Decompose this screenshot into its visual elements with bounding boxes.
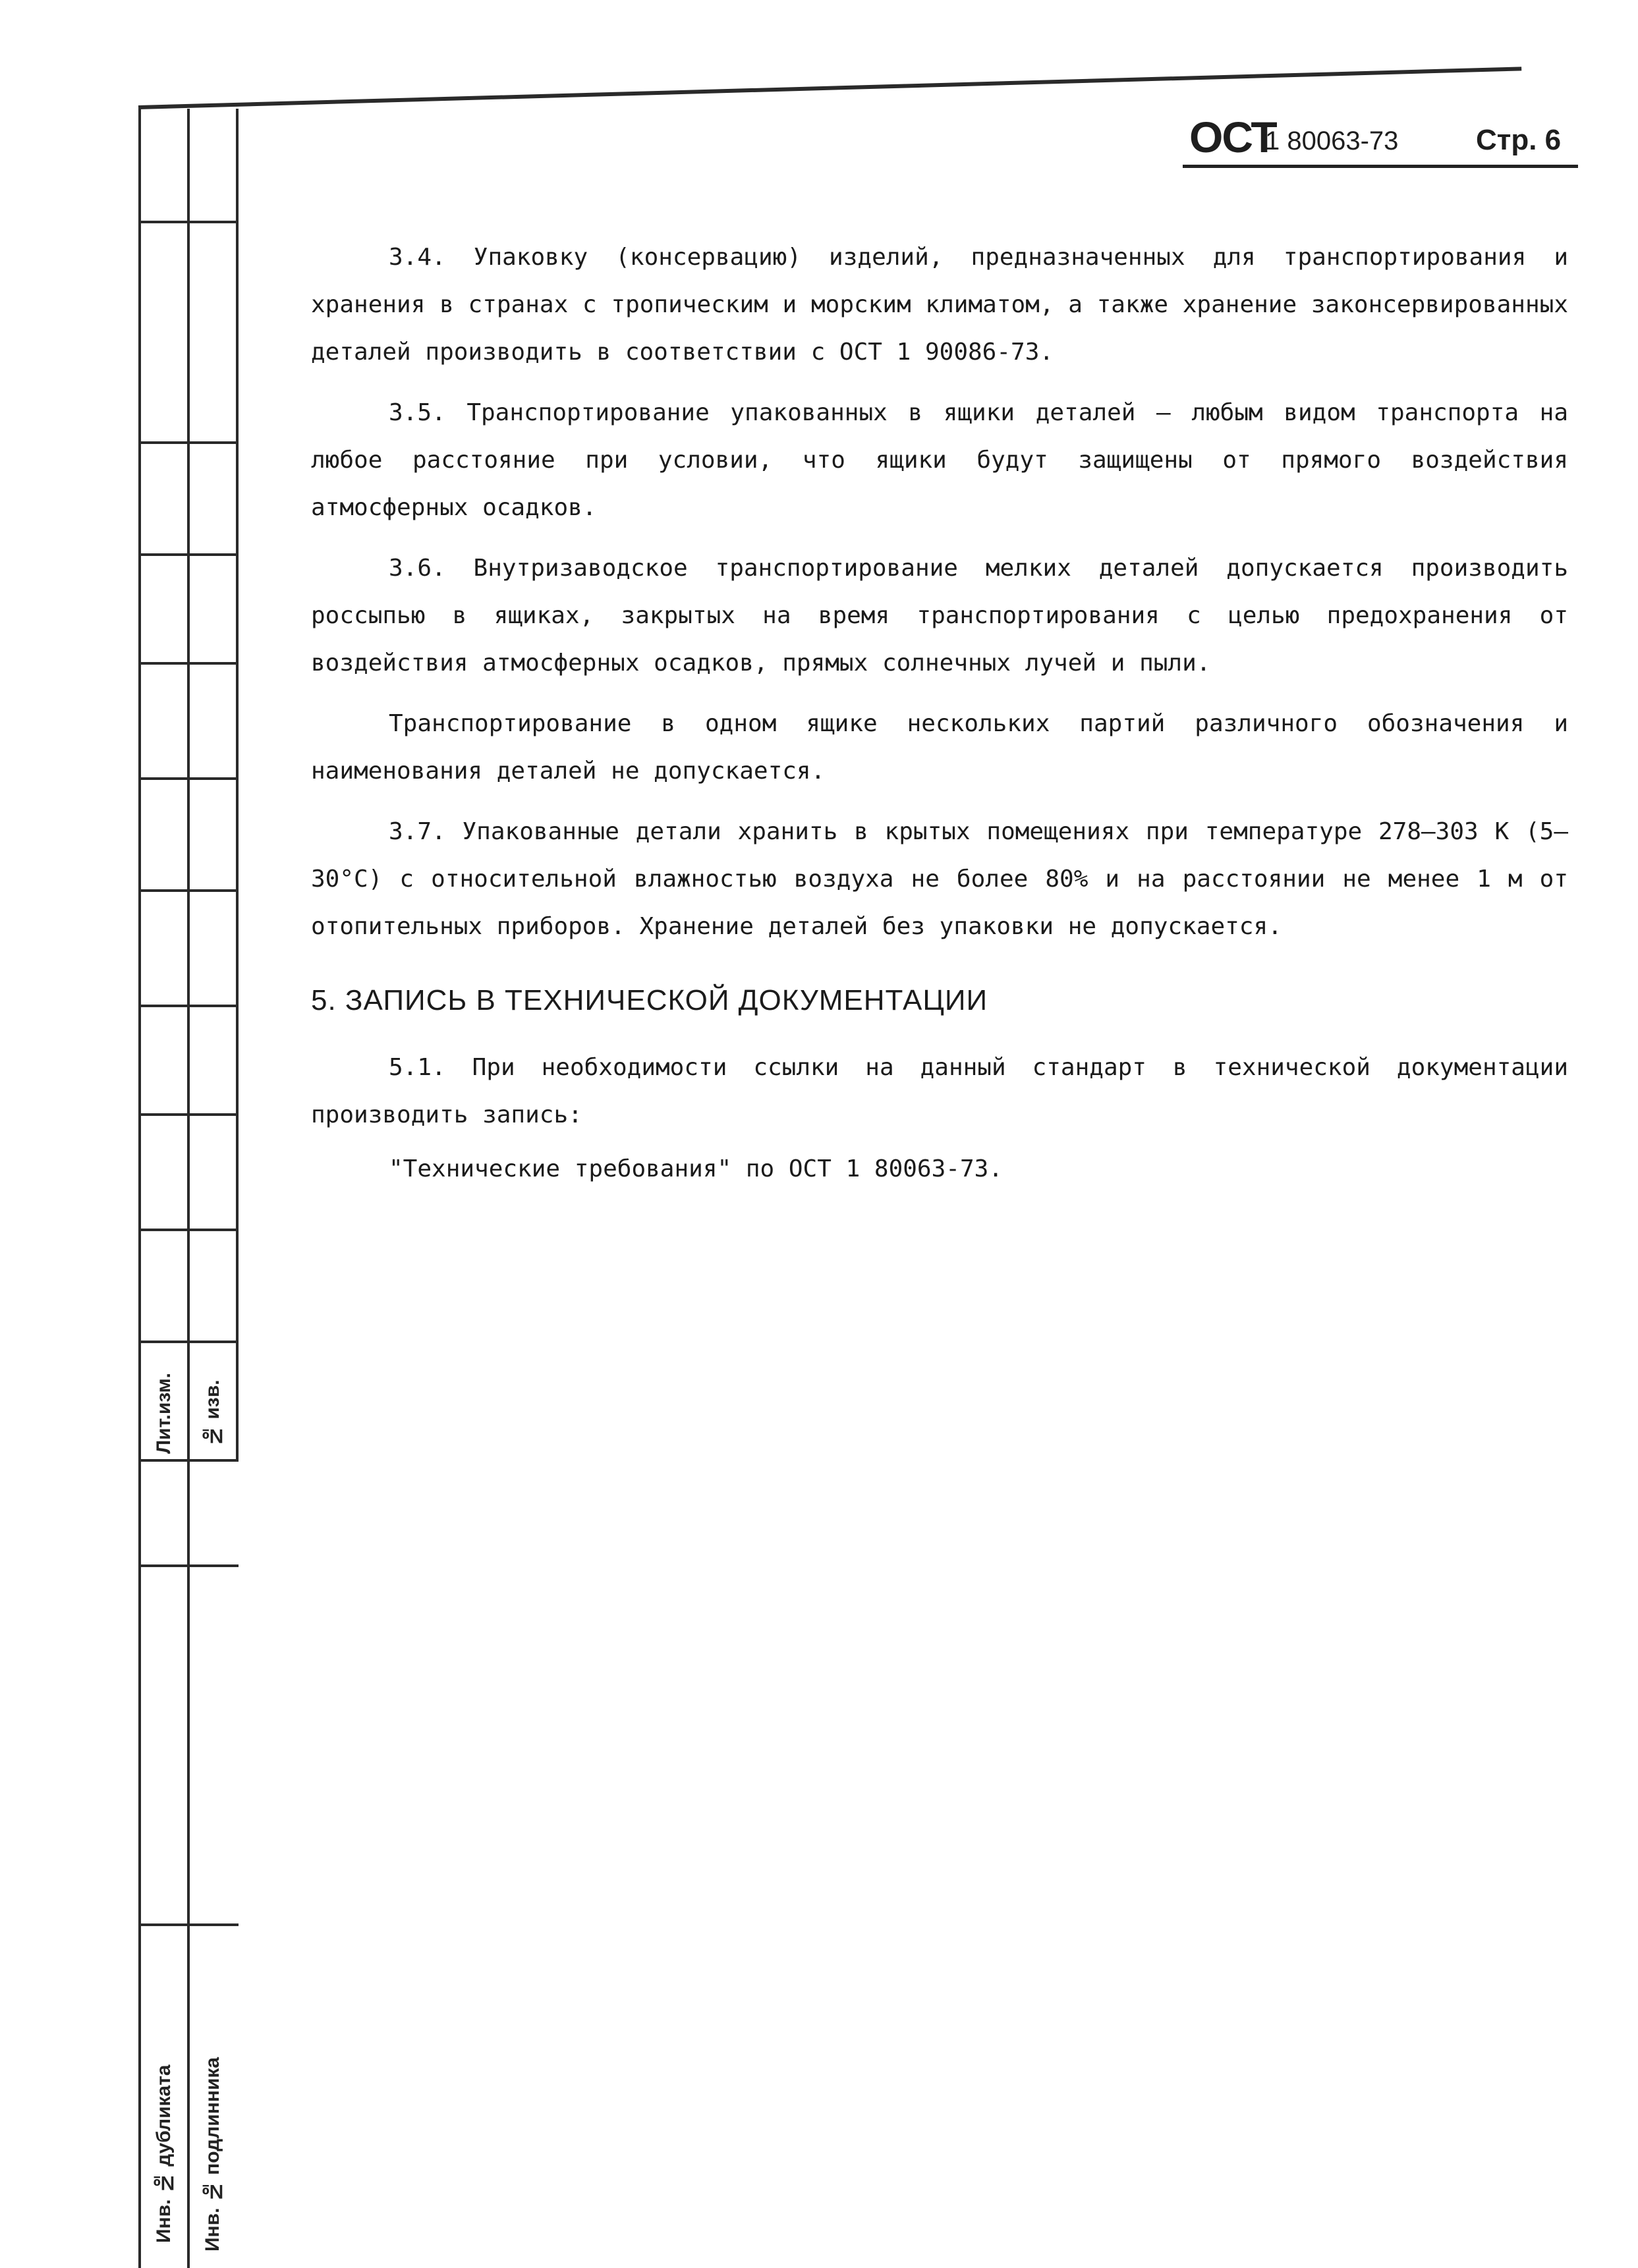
stamp-lit-izm-label: Лит.изм. [153,1372,175,1454]
margin-row-line [138,1923,239,1926]
margin-column-line [138,109,141,2268]
margin-row-line [138,221,239,223]
margin-row-line [138,1564,239,1567]
margin-row-line [138,1341,239,1343]
frame-top-line [138,67,1521,109]
margin-row-line [138,777,239,780]
paragraph-5-1: 5.1. При необходимости ссылки на данный стандарт в технической документации производить запись: [311,1054,1568,1128]
paragraph-3-4: 3.4. Упаковку (консервацию) изделий, предназначенных для транспортирования и хранения в странах с тропическим и морским климатом, а также хранение законсервированных деталей производить в соответствии с ОСТ 1 90086-73. [311,244,1568,366]
margin-row-line [138,553,239,556]
paragraph-3-5: 3.5. Транспортирование упакованных в ящики деталей – любым видом транспорта на любое расстояние при условии, что ящики будут защищены от прямого воздействия атмосферных осадков. [311,399,1568,521]
page-number: Стр. 6 [1476,124,1562,156]
page-header [1183,112,1578,168]
margin-row-line [138,1113,239,1116]
margin-column-line [187,109,190,2268]
margin-row-line [138,1005,239,1007]
stamp-no-izv-label: № изв. [202,1379,223,1447]
paragraph-3-6: 3.6. Внутризаводское транспортирование мелких деталей допускается производить россыпью в ящиках, закрытых на время транспортирования с целью предохранения от воздействия атмосферных осадков, прямых солнечных лучей и пыли. [311,555,1568,677]
paragraph-3-6-note: Транспортирование в одном ящике нескольких партий различного обозначения и наименования деталей не допускается. [311,710,1568,785]
margin-row-line [138,662,239,665]
section-5-heading: 5. ЗАПИСЬ В ТЕХНИЧЕСКОЙ ДОКУМЕНТАЦИИ [311,984,988,1016]
stamp-dublikat-label: Инв. № дубликата [153,2064,175,2244]
margin-row-line [138,1229,239,1231]
stamp-podlinnik-label: Инв. № подлинника [202,2057,223,2252]
margin-column-line [236,109,239,1459]
doc-code: ОСТ [1189,113,1276,161]
doc-number: 1 80063-73 [1265,126,1399,155]
document-body [311,234,1568,1206]
margin-row-line [138,889,239,892]
paragraph-5-1-record: "Технические требования" по ОСТ 1 80063-73. [389,1155,1003,1182]
margin-row-line [138,441,239,444]
paragraph-3-7: 3.7. Упакованные детали хранить в крытых помещениях при температуре 278–303 К (5–30°С) с относительной влажностью воздуха не более 80% и на расстоянии не менее 1 м от отопительных приборов. Хранение деталей без упаковки не допускается. [311,818,1568,940]
margin-stamp-table [138,109,236,2268]
